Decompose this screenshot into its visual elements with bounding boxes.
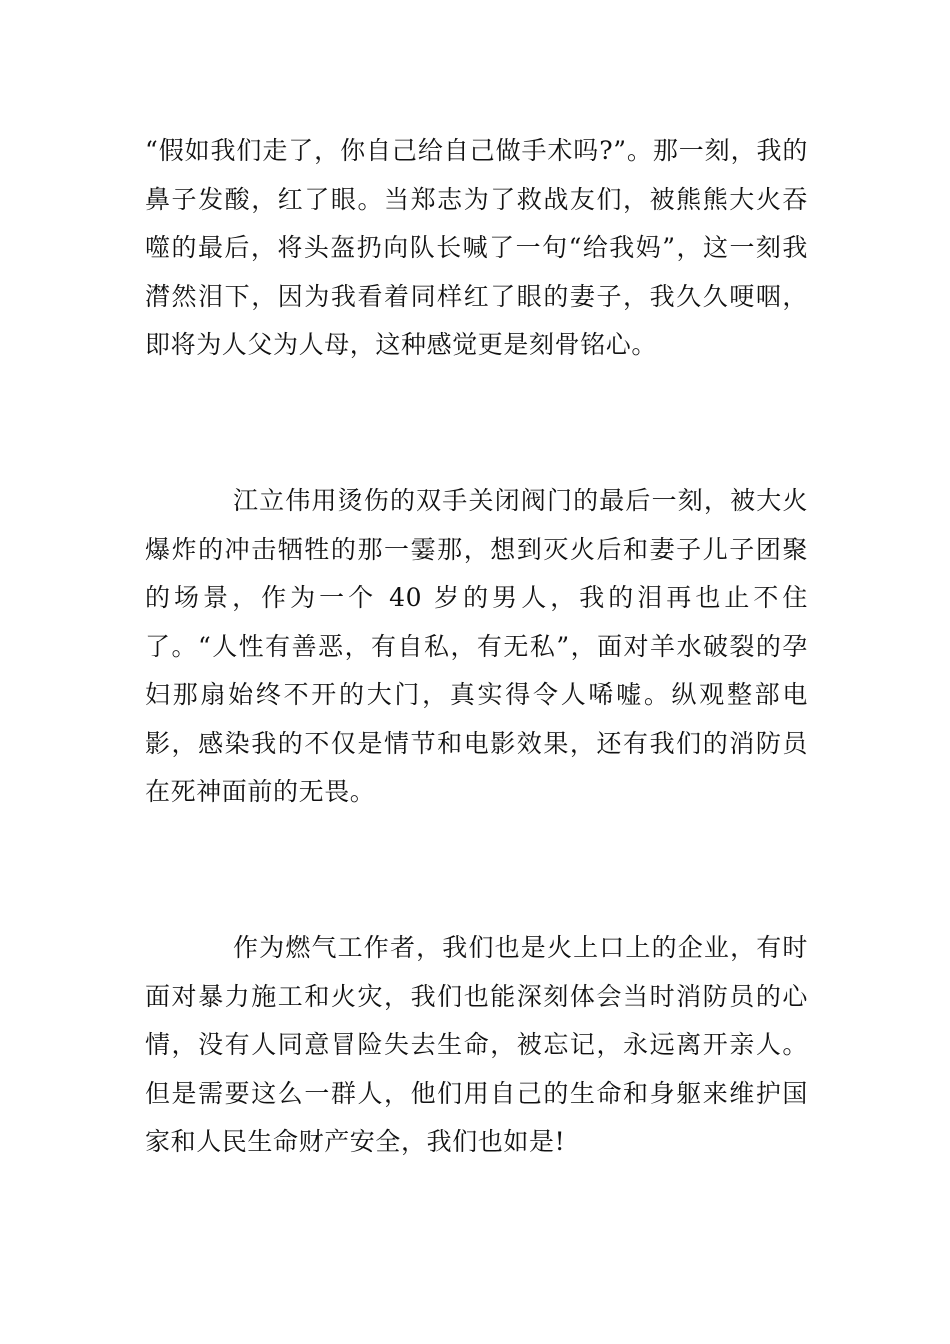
paragraph-1: “假如我们走了，你自己给自己做手术吗?”。那一刻，我的鼻子发酸，红了眼。当郑志为了救战友们，被熊熊大火吞噬的最后，将头盔扔向队长喊了一句“给我妈”，这一刻我潸然泪下，因为我看着同样红了眼的妻子，我久久哽咽，即将为人父为人母，这种感觉更是刻骨铭心。 (145, 136, 808, 359)
paragraph-2: 江立伟用烫伤的双手关闭阀门的最后一刻，被大火爆炸的冲击牺牲的那一霎那，想到灭火后和妻子儿子团聚的场景，作为一个 40 岁的男人，我的泪再也止不住了。“人性有善恶，有自私，有无私”，面对羊水破裂的孕妇那扇始终不开的大门，真实得令人唏嘘。纵观整部电影，感染我的不仅是情节和电影效果，还有我们的消防员在死神面前的无畏。 (145, 486, 808, 806)
paragraph-3: 作为燃气工作者，我们也是火上口上的企业，有时面对暴力施工和火灾，我们也能深刻体会当时消防员的心情，没有人同意冒险失去生命，被忘记，永远离开亲人。但是需要这么一群人，他们用自己的生命和身躯来维护国家和人民生命财产安全，我们也如是! (145, 933, 808, 1156)
